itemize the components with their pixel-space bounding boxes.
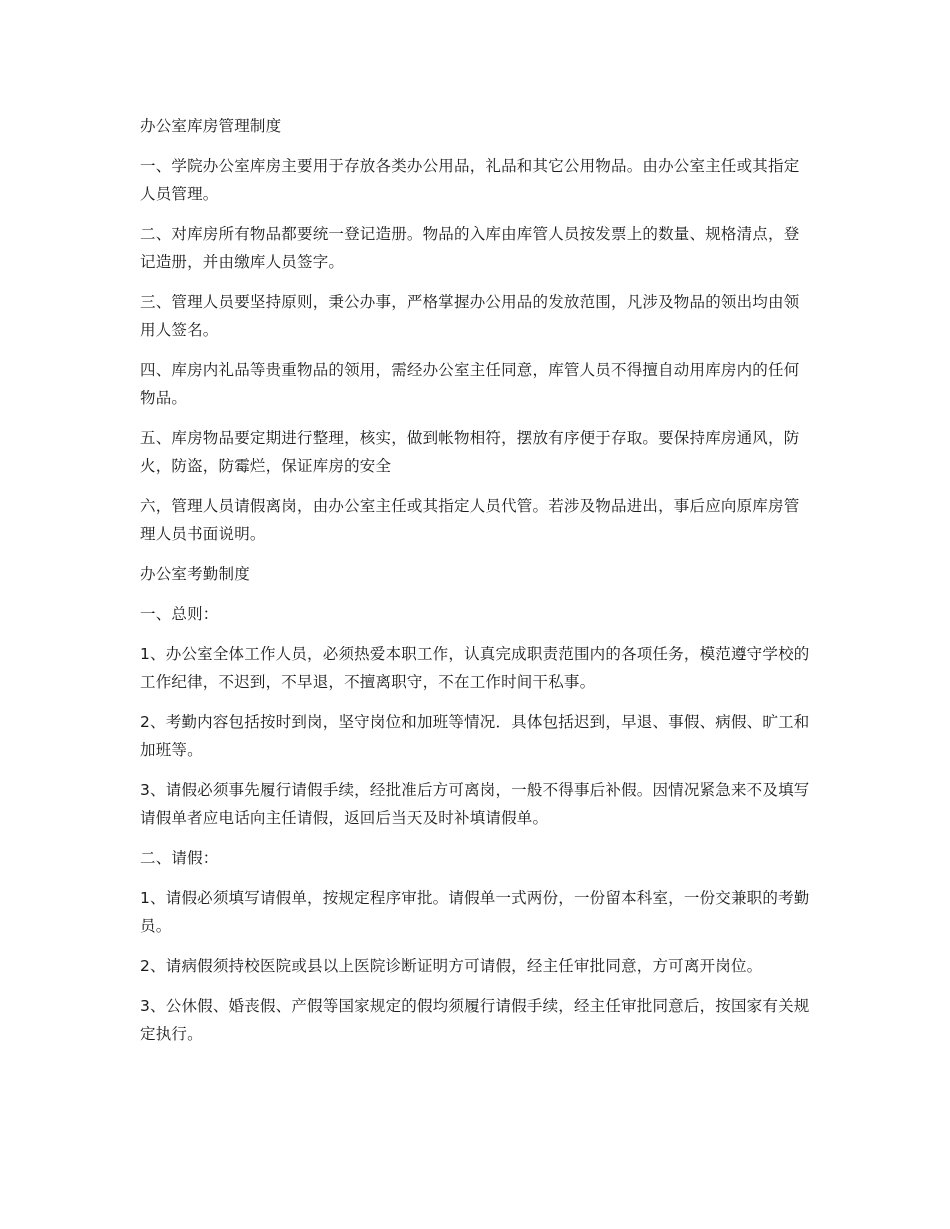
- storage-rule-1: 一、学院办公室库房主要用于存放各类办公用品，礼品和其它公用物品。由办公室主任或其指定人员管理。: [140, 157, 800, 203]
- attendance-leave-rule-3: 3、公休假、婚丧假、产假等国家规定的假均须履行请假手续，经主任审批同意后，按国家有关规定执行。: [140, 997, 810, 1043]
- storage-rule-4: 四、库房内礼品等贵重物品的领用，需经办公室主任同意，库管人员不得擅自动用库房内的任何物品。: [140, 361, 800, 407]
- section-title-attendance: 办公室考勤制度: [140, 565, 250, 583]
- attendance-general-rule-2: 2、考勤内容包括按时到岗，坚守岗位和加班等情况．具体包括迟到，早退、事假、病假、旷工和加班等。: [140, 713, 810, 759]
- storage-rule-6: 六，管理人员请假离岗，由办公室主任或其指定人员代管。若涉及物品进出，事后应向原库房管理人员书面说明。: [140, 497, 800, 543]
- attendance-general-rule-3: 3、请假必须事先履行请假手续，经批准后方可离岗，一般不得事后补假。因情况紧急来不及填写请假单者应电话向主任请假，返回后当天及时补填请假单。: [140, 781, 810, 827]
- section-title-storage: 办公室库房管理制度: [140, 117, 282, 135]
- storage-rule-3: 三、管理人员要坚持原则，秉公办事，严格掌握办公用品的发放范围，凡涉及物品的领出均由领用人签名。: [140, 293, 800, 339]
- storage-rule-5: 五、库房物品要定期进行整理，核实，做到帐物相符，摆放有序便于存取。要保持库房通风，防火，防盗，防霉烂，保证库房的安全: [140, 429, 800, 475]
- attendance-general-rule-1: 1、办公室全体工作人员，必须热爱本职工作，认真完成职责范围内的各项任务，模范遵守学校的工作纪律，不迟到，不早退，不擅离职守，不在工作时间干私事。: [140, 645, 810, 691]
- attendance-subheading-general: 一、总则：: [140, 605, 219, 623]
- storage-rule-2: 二、对库房所有物品都要统一登记造册。物品的入库由库管人员按发票上的数量、规格清点，登记造册，并由缴库人员签字。: [140, 225, 800, 271]
- attendance-leave-rule-2: 2、请病假须持校医院或县以上医院诊断证明方可请假，经主任审批同意，方可离开岗位。: [140, 957, 763, 975]
- attendance-subheading-leave: 二、请假：: [140, 849, 219, 867]
- document-body: [140, 112, 812, 1060]
- attendance-leave-rule-1: 1、请假必须填写请假单，按规定程序审批。请假单一式两份，一份留本科室，一份交兼职的考勤员。: [140, 889, 810, 935]
